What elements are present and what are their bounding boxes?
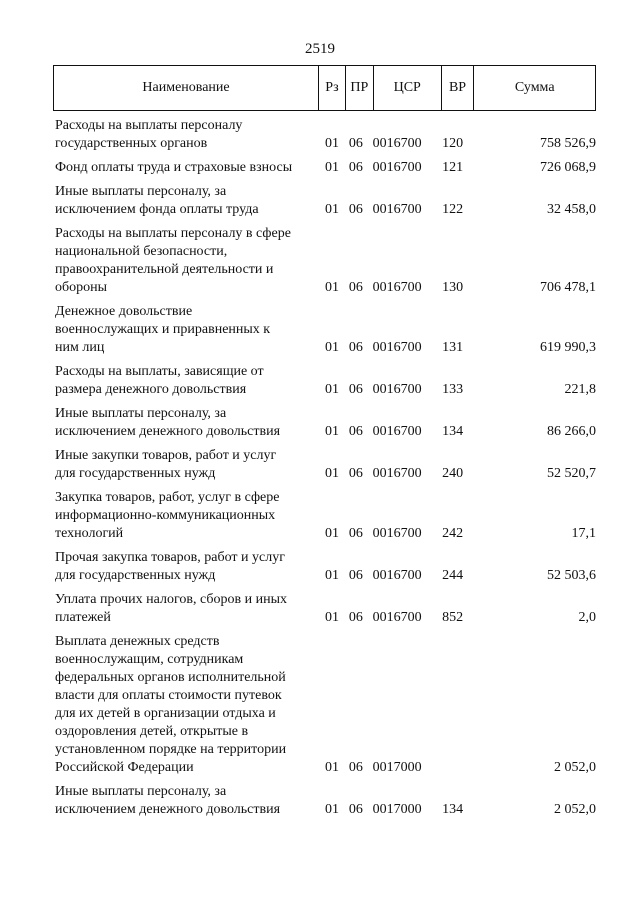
row-rz: 01: [325, 340, 340, 355]
table-body: [55, 117, 596, 825]
table-row: [55, 489, 596, 543]
row-vr: 240: [442, 466, 464, 481]
row-pr: 06: [348, 280, 363, 295]
row-rz: 01: [325, 136, 340, 151]
row-csr: 0017000: [372, 760, 422, 775]
row-pr: 06: [348, 526, 363, 541]
page-number: 2519: [305, 41, 335, 57]
row-pr: 06: [348, 802, 363, 817]
row-vr: 122: [442, 202, 464, 217]
row-rz: 01: [325, 424, 340, 439]
row-sum: 86 266,0: [546, 424, 596, 439]
table-row: [55, 447, 596, 483]
row-name: Иные выплаты персоналу, за исключением денежного довольствия: [55, 406, 281, 439]
row-rz: 01: [325, 202, 340, 217]
row-pr: 06: [348, 424, 363, 439]
row-vr: 242: [442, 526, 464, 541]
table-row: [55, 783, 596, 819]
row-sum: 619 990,3: [539, 340, 596, 355]
table-row: [55, 405, 596, 441]
header-sum: Сумма: [514, 80, 555, 95]
row-vr: [440, 633, 473, 777]
row-rz: 01: [325, 280, 340, 295]
row-sum: 758 526,9: [539, 136, 596, 151]
row-name: Денежное довольствие военнослужащих и приравненных к ним лиц: [55, 304, 271, 355]
table-row: [55, 633, 596, 777]
row-name: Расходы на выплаты персоналу государственных органов: [55, 118, 243, 151]
row-vr: 133: [442, 382, 464, 397]
row-name: Закупка товаров, работ, услуг в сфере информационно-коммуникационных технологий: [55, 490, 280, 541]
row-name: Выплата денежных средств военнослужащим, сотрудникам федеральных органов исполнительной власти для оплаты стоимости путевок для их детей в организации отдыха и оздоровления детей, открытые в установленном порядке на территории Российской Федерации: [55, 634, 287, 775]
row-rz: 01: [325, 568, 340, 583]
row-name: Иные выплаты персоналу, за исключением фонда оплаты труда: [55, 184, 259, 217]
header-csr: ЦСР: [374, 66, 442, 110]
row-csr: 0016700: [372, 526, 422, 541]
row-vr: 852: [442, 610, 464, 625]
table-header: [53, 65, 596, 111]
row-sum: 32 458,0: [546, 202, 596, 217]
table-row: [55, 549, 596, 585]
row-sum: 52 503,6: [546, 568, 596, 583]
row-vr: 134: [442, 424, 464, 439]
row-pr: 06: [348, 568, 363, 583]
header-name: Наименование: [54, 66, 319, 110]
row-rz: 01: [325, 466, 340, 481]
table-row: [55, 225, 596, 297]
row-sum: 726 068,9: [539, 160, 596, 175]
row-vr: 130: [442, 280, 464, 295]
row-pr: 06: [348, 466, 363, 481]
row-rz: 01: [325, 526, 340, 541]
header-rz: Рз: [319, 66, 346, 110]
row-pr: 06: [348, 160, 363, 175]
row-rz: 01: [325, 160, 340, 175]
row-rz: 01: [325, 610, 340, 625]
row-pr: 06: [348, 340, 363, 355]
row-csr: 0016700: [372, 424, 422, 439]
row-name: Прочая закупка товаров, работ и услуг для государственных нужд: [55, 550, 285, 583]
row-sum: 17,1: [571, 526, 596, 541]
row-pr: 06: [348, 136, 363, 151]
row-name: Расходы на выплаты персоналу в сфере национальной безопасности, правоохранительной деятельности и обороны: [55, 226, 291, 295]
row-name: Расходы на выплаты, зависящие от размера денежного довольствия: [55, 364, 264, 397]
row-pr: 06: [348, 202, 363, 217]
row-vr: 134: [442, 802, 464, 817]
header-vr: ВР: [442, 66, 475, 110]
table-row: [55, 363, 596, 399]
row-csr: 0016700: [372, 382, 422, 397]
row-vr: 131: [442, 340, 464, 355]
row-sum: 2,0: [578, 610, 596, 625]
row-sum: 2 052,0: [553, 760, 596, 775]
row-name: Иные закупки товаров, работ и услуг для государственных нужд: [55, 448, 277, 481]
table-row: [55, 117, 596, 153]
row-csr: 0016700: [372, 340, 422, 355]
row-pr: 06: [348, 382, 363, 397]
row-sum: 2 052,0: [553, 802, 596, 817]
row-sum: 221,8: [564, 382, 596, 397]
row-vr: 120: [442, 136, 464, 151]
row-csr: 0016700: [372, 136, 422, 151]
row-pr: 06: [348, 610, 363, 625]
row-sum: 706 478,1: [539, 280, 596, 295]
table-row: [55, 183, 596, 219]
row-rz: 01: [325, 760, 340, 775]
table-row: [55, 159, 596, 177]
row-rz: 01: [325, 802, 340, 817]
row-sum: 52 520,7: [546, 466, 596, 481]
row-csr: 0016700: [372, 610, 422, 625]
row-csr: 0016700: [372, 280, 422, 295]
row-name: Фонд оплаты труда и страховые взносы: [55, 160, 293, 175]
row-vr: 121: [442, 160, 464, 175]
row-name: Уплата прочих налогов, сборов и иных платежей: [55, 592, 287, 625]
table-row: [55, 303, 596, 357]
row-csr: 0016700: [372, 466, 422, 481]
row-csr: 0016700: [372, 202, 422, 217]
row-csr: 0016700: [372, 160, 422, 175]
row-name: Иные выплаты персоналу, за исключением денежного довольствия: [55, 784, 281, 817]
row-csr: 0016700: [372, 568, 422, 583]
header-pr: ПР: [346, 66, 374, 110]
row-csr: 0017000: [372, 802, 422, 817]
row-pr: 06: [348, 760, 363, 775]
table-row: [55, 591, 596, 627]
row-vr: 244: [442, 568, 464, 583]
row-rz: 01: [325, 382, 340, 397]
